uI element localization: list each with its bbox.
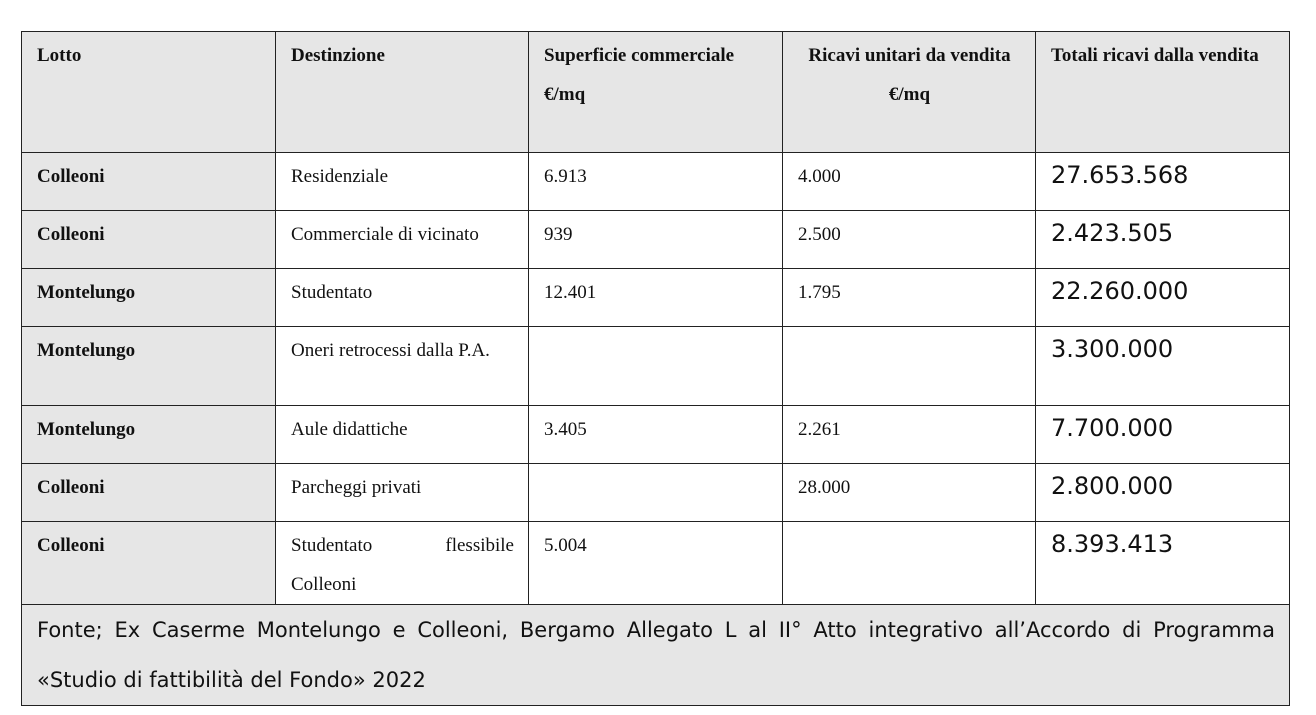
cell-ricavi-unitari (783, 327, 1036, 406)
table-row (22, 522, 1290, 605)
cell-lotto: Montelungo (22, 269, 276, 327)
cell-lotto: Montelungo (22, 406, 276, 464)
cell-totale: 8.393.413 (1036, 522, 1290, 605)
cell-superficie: 939 (529, 211, 783, 269)
header-destinazione: Destinzione (276, 32, 529, 153)
table-row (22, 153, 1290, 211)
cell-totale: 2.423.505 (1036, 211, 1290, 269)
cell-totale: 22.260.000 (1036, 269, 1290, 327)
cell-superficie: 5.004 (529, 522, 783, 605)
table-row (22, 464, 1290, 522)
cell-lotto: Colleoni (22, 464, 276, 522)
cell-superficie: 12.401 (529, 269, 783, 327)
table-row (22, 327, 1290, 406)
cell-ricavi-unitari (783, 522, 1036, 605)
cell-destinazione: Parcheggi privati (276, 464, 529, 522)
table-header-row (22, 32, 1290, 153)
cell-destinazione: Residenziale (276, 153, 529, 211)
table-row (22, 269, 1290, 327)
revenue-table (21, 31, 1290, 706)
cell-destinazione: Aule didattiche (276, 406, 529, 464)
cell-totale: 3.300.000 (1036, 327, 1290, 406)
cell-lotto: Colleoni (22, 153, 276, 211)
cell-destinazione: Commerciale di vicinato (276, 211, 529, 269)
header-lotto: Lotto (22, 32, 276, 153)
cell-superficie (529, 327, 783, 406)
cell-ricavi-unitari: 28.000 (783, 464, 1036, 522)
header-superficie: Superficie commerciale €/mq (529, 32, 783, 153)
cell-totale: 27.653.568 (1036, 153, 1290, 211)
cell-destinazione: Oneri retrocessi dalla P.A. (276, 327, 529, 406)
cell-superficie: 6.913 (529, 153, 783, 211)
cell-totale: 2.800.000 (1036, 464, 1290, 522)
header-totali-ricavi: Totali ricavi dalla vendita (1036, 32, 1290, 153)
cell-lotto: Colleoni (22, 211, 276, 269)
cell-totale: 7.700.000 (1036, 406, 1290, 464)
table-footer-row (22, 605, 1290, 706)
cell-lotto: Montelungo (22, 327, 276, 406)
cell-superficie: 3.405 (529, 406, 783, 464)
cell-ricavi-unitari: 2.500 (783, 211, 1036, 269)
source-note: Fonte; Ex Caserme Montelungo e Colleoni, Bergamo Allegato L al II° Atto integrativo all’Accordo di Programma «Studio di fattibilità del Fondo» 2022 (22, 605, 1290, 706)
cell-destinazione: Studentato flessibile Colleoni (276, 522, 529, 605)
cell-destinazione: Studentato (276, 269, 529, 327)
cell-superficie (529, 464, 783, 522)
cell-lotto: Colleoni (22, 522, 276, 605)
cell-ricavi-unitari: 1.795 (783, 269, 1036, 327)
cell-ricavi-unitari: 4.000 (783, 153, 1036, 211)
table-row (22, 406, 1290, 464)
cell-ricavi-unitari: 2.261 (783, 406, 1036, 464)
table-row (22, 211, 1290, 269)
header-ricavi-unitari: Ricavi unitari da vendita €/mq (783, 32, 1036, 153)
